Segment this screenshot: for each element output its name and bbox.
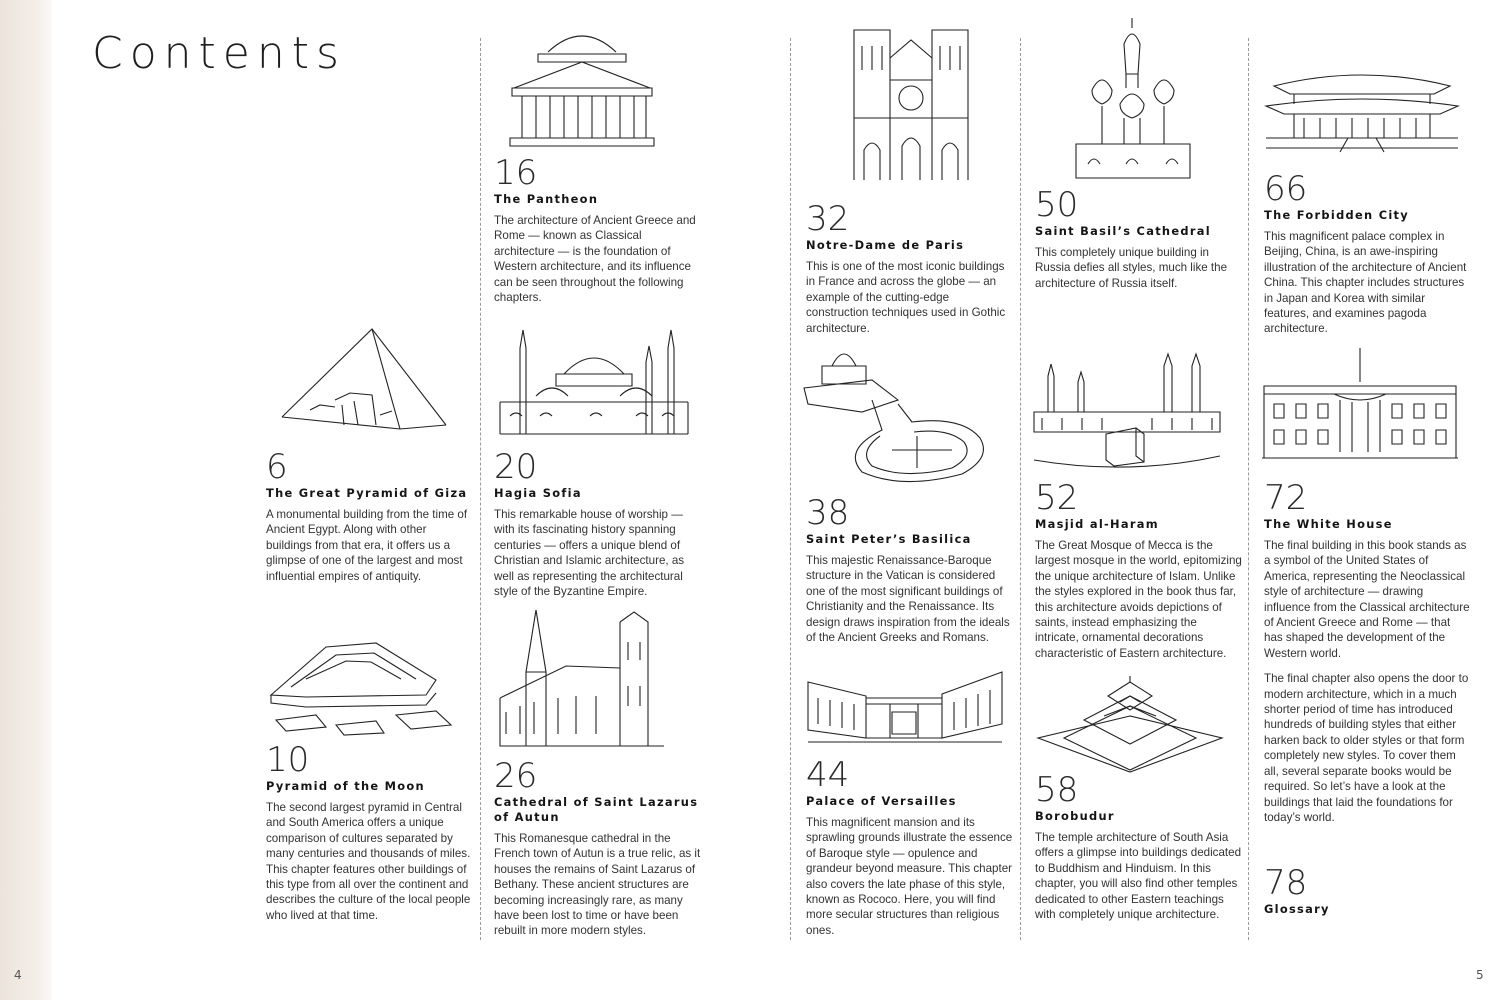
- chapter-description: This completely unique building in Russia defies all styles, much like the architecture of Russia itself.: [1035, 246, 1228, 290]
- column-divider: [1020, 38, 1021, 940]
- column-divider: [480, 38, 481, 940]
- page-number: 16: [494, 153, 538, 193]
- page-number: 10: [266, 740, 310, 780]
- book-spine-shadow: [0, 0, 52, 1000]
- palace-icon: [806, 668, 1004, 748]
- cathedral-icon: [496, 602, 668, 750]
- toc-entry-borobudur[interactable]: [1035, 770, 1243, 932]
- chapter-description: A monumental building from the time of Ancient Egypt. Along with other buildings from that era, it offers us a glimpse of one of the largest and most influential empires of antiquity.: [266, 508, 468, 583]
- chapter-description: The final building in this book stands as a symbol of the United States of America, representing the Neoclassical style of architecture — drawing influence from the Classical architecture of Ancient Greece and Rome — that has shaped the development of the Western world.: [1264, 539, 1470, 660]
- mosque-icon: [1032, 352, 1222, 472]
- chapter-title: The Pantheon: [494, 192, 599, 206]
- chapter-description: This magnificent mansion and its sprawling grounds illustrate the essence of Baroque style — opulence and grandeur beyond measure. This chapter also covers the late phase of this style, known as Rococo. Here, you will find more secular structures than religious ones.: [806, 816, 1013, 937]
- toc-entry-pyramid-of-the-moon[interactable]: [266, 740, 474, 933]
- column-divider: [790, 38, 791, 940]
- chapter-description: This is one of the most iconic buildings in France and across the globe — an example of the cutting-edge construction techniques used in Gothic architecture.: [806, 260, 1006, 335]
- toc-entry-palace-of-versailles[interactable]: [806, 755, 1014, 948]
- chapter-title: Glossary: [1264, 902, 1330, 916]
- chinese-palace-icon: [1264, 70, 1460, 154]
- page-title: Contents: [92, 28, 346, 79]
- chapter-description: This remarkable house of worship — with its fascinating history spanning centuries — offers a unique blend of Christian and Islamic architecture, as well as representing the architectural style of the Byzantine Empire.: [494, 508, 685, 599]
- basilica-icon: [802, 340, 988, 490]
- left-page-number: 4: [14, 968, 22, 982]
- chapter-title: The Great Pyramid of Giza: [266, 486, 468, 500]
- pyramid-icon: [280, 325, 450, 435]
- page-number: 44: [806, 755, 850, 795]
- page-number: 50: [1035, 185, 1079, 225]
- column-divider: [1248, 38, 1249, 940]
- pantheon-icon: [508, 22, 656, 148]
- chapter-description: This magnificent palace complex in Beijing, China, is an awe-inspiring illustration of the architecture of Ancient China. This chapter includes structures in Japan and Korea with similar features, and examines pagoda architecture.: [1264, 230, 1467, 336]
- page-number: 72: [1264, 478, 1308, 518]
- toc-entry-great-pyramid-of-giza[interactable]: [266, 447, 474, 594]
- page-number: 78: [1264, 863, 1308, 903]
- temple-icon: [1034, 676, 1226, 774]
- toc-entry-saint-peters-basilica[interactable]: [806, 493, 1014, 655]
- page-number: 20: [494, 447, 538, 487]
- chapter-description: This majestic Renaissance-Baroque structure in the Vatican is considered one of the most significant buildings of Christianity and the Renaissance. Its design draws inspiration from the ideals of the Ancient Greeks and Romans.: [806, 554, 1010, 645]
- toc-entry-the-pantheon[interactable]: [494, 153, 702, 315]
- toc-entry-notre-dame-de-paris[interactable]: [806, 199, 1014, 346]
- chapter-title: Notre-Dame de Paris: [806, 238, 965, 252]
- chapter-description: The temple architecture of South Asia offers a glimpse into buildings dedicated to Buddhism and Hinduism. In this chapter, you will also find other temples dedicated to other Eastern teachings with completely unique architecture.: [1035, 831, 1242, 922]
- toc-entry-glossary[interactable]: [1264, 863, 1472, 923]
- toc-entry-hagia-sofia[interactable]: [494, 447, 702, 609]
- chapter-description: This Romanesque cathedral in the French town of Autun is a true relic, as it houses the remains of Saint Lazarus of Bethany. These ancient structures are becoming increasingly rare, as many have been lost to time or have been rebuilt in more modern styles.: [494, 832, 701, 938]
- stepped-pyramid-icon: [266, 635, 466, 747]
- chapter-description: The Great Mosque of Mecca is the largest mosque in the world, epitomizing the unique architecture of Islam. Unlike the styles explored in the book thus far, this architecture avoids depictions of saints, instead emphasizing the intricate, ornamental decorations characteristic of Eastern architecture.: [1035, 539, 1242, 660]
- toc-entry-saint-basils-cathedral[interactable]: [1035, 185, 1243, 301]
- page-number: 58: [1035, 770, 1079, 810]
- page-number: 66: [1264, 169, 1308, 209]
- toc-entry-the-forbidden-city[interactable]: [1264, 169, 1472, 347]
- chapter-description-continued: The final chapter also opens the door to modern architecture, which in a much shorter period of time has introduced hundreds of building styles that either harken back to older styles or that form completely new styles. To cover them all, several separate books would be required. So let’s have a look at the buildings that laid the foundations for today’s world.: [1264, 672, 1469, 824]
- chapter-title: Hagia Sofia: [494, 486, 582, 500]
- page-number: 38: [806, 493, 850, 533]
- chapter-title: Borobudur: [1035, 809, 1115, 823]
- chapter-description: The architecture of Ancient Greece and Rome — known as Classical architecture — is the foundation of Western architecture, and its influence can be seen throughout the following chapters.: [494, 214, 696, 305]
- hagia-sophia-icon: [496, 326, 692, 438]
- chapter-title: Masjid al-Haram: [1035, 517, 1159, 531]
- page-number: 32: [806, 199, 850, 239]
- right-page-number: 5: [1476, 968, 1484, 982]
- white-house-icon: [1262, 346, 1458, 464]
- notre-dame-icon: [850, 22, 972, 182]
- toc-entry-the-white-house[interactable]: [1264, 478, 1472, 835]
- chapter-title: Saint Peter’s Basilica: [806, 532, 972, 546]
- chapter-title: Palace of Versailles: [806, 794, 957, 808]
- chapter-title: Saint Basil’s Cathedral: [1035, 224, 1211, 238]
- chapter-title: Pyramid of the Moon: [266, 779, 425, 793]
- page-number: 52: [1035, 478, 1079, 518]
- chapter-title: The Forbidden City: [1264, 208, 1410, 222]
- onion-dome-icon: [1068, 14, 1198, 182]
- page-number: 26: [494, 756, 538, 796]
- chapter-description: The second largest pyramid in Central and South America offers a unique comparison of cultures separated by many centuries and thousands of miles. This chapter features other buildings of this type from all over the continent and describes the culture of the local people who lived at that time.: [266, 801, 471, 922]
- toc-entry-masjid-al-haram[interactable]: [1035, 478, 1243, 671]
- page-number: 6: [266, 447, 288, 487]
- chapter-title: Cathedral of Saint Lazarus of Autun: [494, 795, 699, 824]
- toc-entry-cathedral-of-saint-lazarus[interactable]: [494, 756, 702, 949]
- chapter-title: The White House: [1264, 517, 1393, 531]
